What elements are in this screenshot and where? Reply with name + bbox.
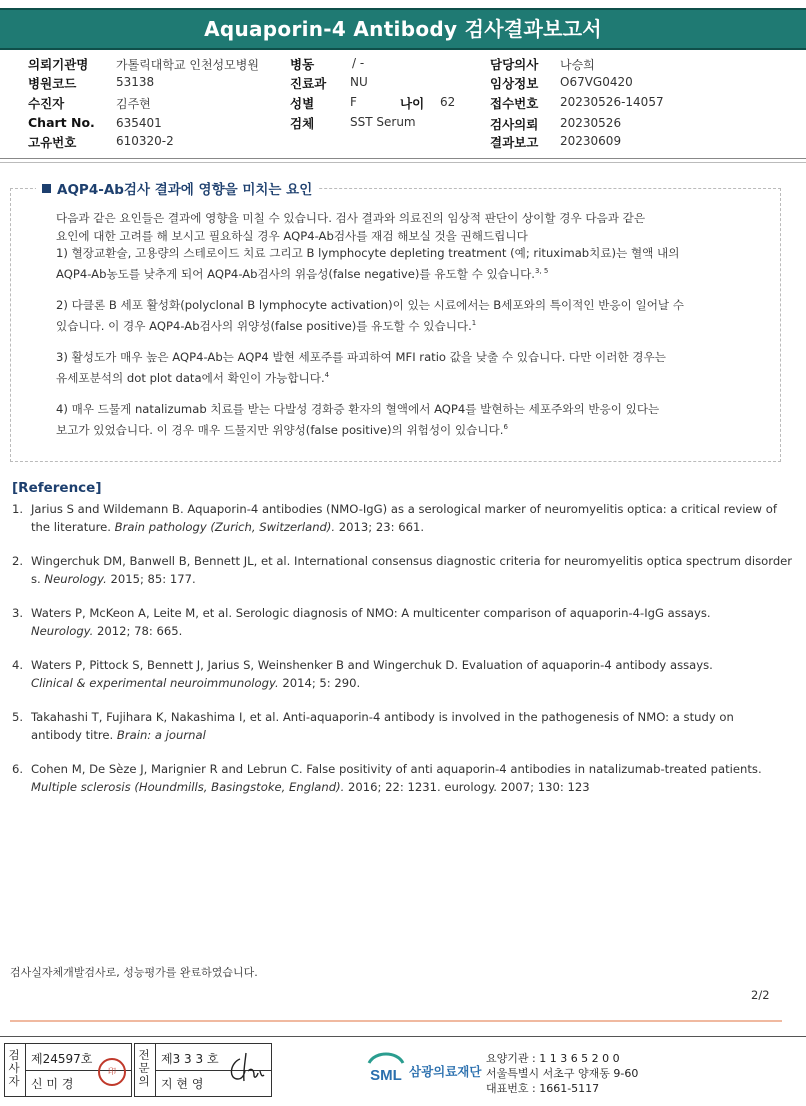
reference-line-2: [12, 779, 802, 797]
reference-line-1: [12, 501, 802, 519]
value-age: 62: [440, 95, 456, 109]
reference-citation: 2016; 22: 1231. eurology. 2007; 130: 123: [344, 779, 590, 794]
label-unique-id: 고유번호: [28, 135, 77, 150]
factors-heading: [36, 178, 318, 198]
label-ward: 병동: [290, 57, 315, 72]
reference-line-2: [12, 727, 802, 745]
reference-line-1: [12, 553, 802, 571]
value-specimen: SST Serum: [350, 115, 416, 129]
page-number: 2/2: [751, 988, 770, 1002]
handwritten-signature-icon: [226, 1049, 268, 1089]
reference-journal: Neurology.: [31, 623, 94, 638]
reference-item: [12, 501, 802, 536]
reference-text-cont: s.: [31, 571, 45, 586]
reference-item: [12, 761, 802, 796]
reference-item: [12, 553, 802, 588]
institution-code: 요양기관 : 1 1 3 6 5 2 0 0: [486, 1052, 620, 1065]
factor-2-line-1: 2) 다클론 B 세포 활성화(polyclonal B lymphocyte activation)이 있는 시료에서는 B세포와의 특이적인 반응이 일어날 수: [56, 298, 684, 312]
label-test-request-date: 검사의뢰: [490, 117, 539, 132]
reference-heading: [Reference]: [12, 480, 102, 496]
label-specimen: 검체: [290, 116, 315, 131]
factor-2-citation: 1: [471, 318, 477, 327]
reference-text: Waters P, Pittock S, Bennett J, Jarius S, Weinshenker B and Wingerchuk D. Evaluation of aquaporin-4 antibody assays.: [31, 658, 713, 672]
institution-logo-name: 삼광의료재단: [409, 1064, 482, 1079]
specialist-license-number: 제3 3 3 호: [161, 1052, 219, 1066]
reference-journal: Brain pathology (Zurich, Switzerland).: [114, 519, 336, 534]
value-department: NU: [350, 75, 368, 89]
seal-stamp-icon: 印: [98, 1058, 126, 1086]
reference-text: Wingerchuk DM, Banwell B, Bennett JL, et al. International consensus diagnostic criteria for neuromyelitis optica spectrum disorder: [31, 554, 793, 568]
value-test-request-date: 20230526: [560, 116, 622, 130]
label-age: 나이: [400, 96, 425, 111]
value-result-report-date: 20230609: [560, 134, 622, 148]
reference-line-2: [12, 675, 802, 693]
tester-name: 신 미 경: [31, 1077, 74, 1091]
reference-text-cont: the literature.: [31, 519, 115, 534]
value-patient: 김주현: [116, 97, 151, 111]
label-receipt-number: 접수번호: [490, 96, 539, 111]
factor-3: [56, 349, 756, 387]
reference-number: 6.: [12, 762, 24, 776]
value-ward: / -: [352, 56, 365, 70]
reference-line-2: [12, 571, 802, 589]
label-result-report-date: 결과보고: [490, 135, 539, 150]
factor-2: [56, 297, 756, 335]
reference-number: 3.: [12, 606, 24, 620]
reference-line-2: [12, 519, 802, 537]
reference-citation: 2012; 78: 665.: [93, 623, 183, 638]
validation-note: 검사실자체개발검사로, 성능평가를 완료하였습니다.: [10, 966, 258, 979]
reference-journal: Clinical & experimental neuroimmunology.: [31, 675, 279, 690]
reference-line-1: [12, 761, 802, 779]
value-receipt-number: 20230526-14057: [560, 95, 664, 109]
reference-number: 2.: [12, 554, 24, 568]
tester-side-label: 검사자: [8, 1048, 20, 1088]
reference-text-cont: antibody titre.: [31, 727, 117, 742]
factor-1-line-1: 1) 혈장교환술, 고용량의 스테로이드 치료 그리고 B lymphocyte depleting treatment (예; rituximab치료)는 혈액 내의: [56, 246, 680, 260]
factor-1-citation: 3, 5: [534, 266, 549, 275]
reference-number: 1.: [12, 502, 24, 516]
reference-number: 4.: [12, 658, 24, 672]
reference-text: Cohen M, De Sèze J, Marignier R and Lebrun C. False positivity of anti aquaporin-4 antibodies in natalizumab-treated patients.: [31, 762, 762, 776]
label-department: 진료과: [290, 76, 327, 91]
factor-4-citation: 6: [503, 422, 508, 431]
factors-intro-line-1: 다음과 같은 요인들은 결과에 영향을 미칠 수 있습니다. 검사 결과와 의료진의 임상적 판단이 상이할 경우 다음과 같은: [56, 211, 646, 225]
factors-intro: [56, 210, 756, 283]
footer-divider: [0, 1036, 806, 1037]
label-patient: 수진자: [28, 96, 65, 111]
factors-heading-text: AQP4-Ab검사 결과에 영향을 미치는 요인: [57, 182, 313, 198]
institution-phone: 대표번호 : 1661-5117: [486, 1082, 600, 1095]
factor-4: [56, 401, 756, 439]
reference-line-2: [12, 623, 802, 641]
reference-text: Waters P, McKeon A, Leite M, et al. Serologic diagnosis of NMO: A multicenter comparison of aquaporin-4-IgG assays.: [31, 606, 711, 620]
info-divider-bottom: [0, 162, 806, 163]
label-sex: 성별: [290, 96, 315, 111]
reference-citation: 2015; 85: 177.: [106, 571, 196, 586]
factors-intro-line-2: 요인에 대한 고려를 해 보시고 필요하실 경우 AQP4-Ab검사를 재검 해보실 것을 권해드립니다: [56, 228, 528, 243]
reference-line-1: [12, 709, 802, 727]
report-title-bar: [0, 8, 806, 50]
value-clinical-info: O67VG0420: [560, 75, 633, 89]
tester-license-number: 제24597호: [31, 1052, 93, 1066]
reference-journal: Multiple sclerosis (Houndmills, Basingstoke, England).: [31, 779, 345, 794]
factor-1-text: AQP4-Ab농도를 낮추게 되어 AQP4-Ab검사의 위음성(false negative)를 유도할 수 있습니다.: [56, 266, 535, 281]
factor-2-line-2: [56, 315, 756, 335]
label-hospital-code: 병원코드: [28, 76, 77, 91]
specialist-name: 지 현 영: [161, 1077, 204, 1091]
specialist-side-label: 전문의: [138, 1048, 150, 1088]
value-requesting-institution: 가톨릭대학교 인천성모병원: [116, 58, 259, 72]
reference-line-1: [12, 657, 802, 675]
reference-item: [12, 709, 802, 744]
factor-4-text: 보고가 있었습니다. 이 경우 매우 드물지만 위양성(false positive)의 위험성이 있습니다.: [56, 422, 504, 437]
label-attending-doctor: 담당의사: [490, 57, 539, 72]
reference-item: [12, 605, 802, 640]
footer-accent-line: [10, 1020, 782, 1022]
value-chart-no: 635401: [116, 116, 162, 130]
logo-letters: SML: [370, 1067, 402, 1084]
label-clinical-info: 임상정보: [490, 76, 539, 91]
institution-address: 서울특별시 서초구 양재동 9-60: [486, 1067, 639, 1080]
reference-number: 5.: [12, 710, 24, 724]
reference-text: Jarius S and Wildemann B. Aquaporin-4 antibodies (NMO-IgG) as a serological marker of neuromyelitis optica: a critical review of: [31, 502, 777, 516]
value-hospital-code: 53138: [116, 75, 155, 89]
reference-journal: Brain: a journal: [116, 727, 206, 742]
value-sex: F: [350, 95, 357, 109]
factor-3-citation: 4: [324, 370, 330, 379]
value-unique-id: 610320-2: [116, 134, 174, 148]
factor-3-line-1: 3) 활성도가 매우 높은 AQP4-Ab는 AQP4 발현 세포주를 파괴하여 MFI ratio 값을 낮출 수 있습니다. 다만 이러한 경우는: [56, 350, 666, 364]
factor-3-text: 유세포분석의 dot plot data에서 확인이 가능합니다.: [56, 370, 325, 385]
factor-4-line-2: [56, 419, 756, 439]
report-title: Aquaporin-4 Antibody 검사결과보고서: [204, 17, 602, 41]
reference-journal: Neurology.: [44, 571, 107, 586]
factor-4-line-1: 4) 매우 드물게 natalizumab 치료를 받는 다발성 경화증 환자의 혈액에서 AQP4를 발현하는 세포주와의 반응이 있다는: [56, 402, 660, 416]
reference-item: [12, 657, 802, 692]
reference-citation: 2013; 23: 661.: [335, 519, 425, 534]
square-bullet-icon: [42, 184, 51, 193]
value-attending-doctor: 나승희: [560, 58, 595, 72]
reference-citation: 2014; 5: 290.: [278, 675, 361, 690]
label-requesting-institution: 의뢰기관명: [28, 57, 89, 72]
label-chart-no: Chart No.: [28, 115, 95, 130]
sml-logo-icon: [365, 1050, 407, 1088]
info-divider-top: [0, 158, 806, 159]
factor-1-line-2: [56, 263, 756, 283]
reference-text: Takahashi T, Fujihara K, Nakashima I, et al. Anti-aquaporin-4 antibody is involved in the pathogenesis of NMO: a study on: [31, 710, 734, 724]
reference-line-1: [12, 605, 802, 623]
factor-2-text: 있습니다. 이 경우 AQP4-Ab검사의 위양성(false positive)를 유도할 수 있습니다.: [56, 318, 472, 333]
factor-3-line-2: [56, 367, 756, 387]
